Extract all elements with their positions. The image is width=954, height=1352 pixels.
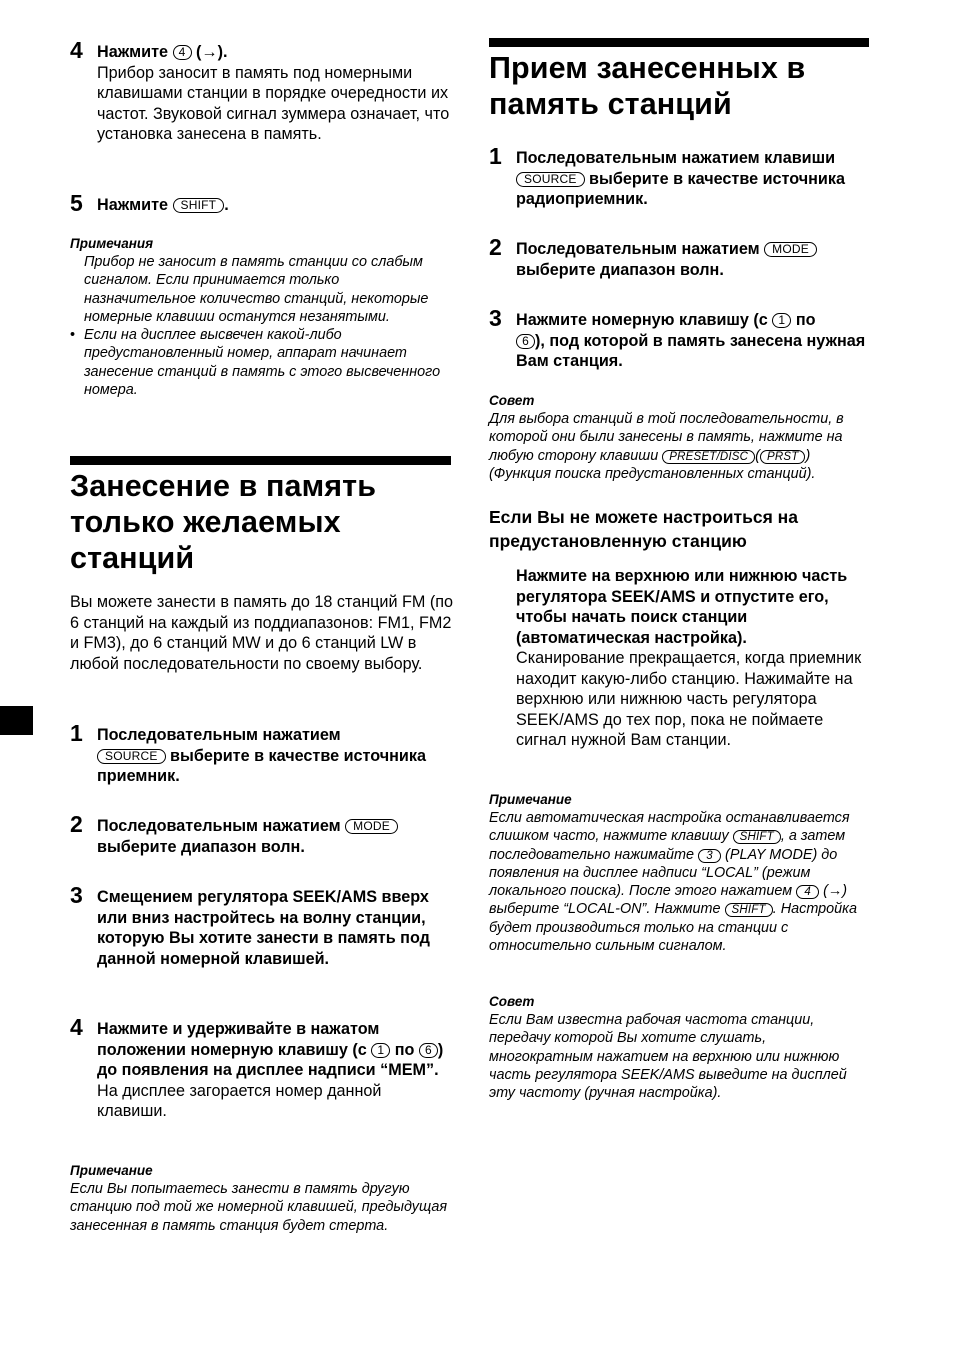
notes-block-1 <box>70 235 454 399</box>
note-title: Примечание <box>70 1163 153 1178</box>
preset-disc-key: PRESET/DISC <box>662 450 755 464</box>
step-action: Нажмите и удерживайте в нажатом положении номерную клавишу (с <box>97 1020 380 1059</box>
note-text-part: Если автоматическая настройка останавливается слишком часто, нажмите клавишу <box>489 810 850 845</box>
note-text: Прибор не заносит в память станции со слабым сигналом. Если принимается только назначительное количество станций, некоторые номерные клавиши останутся незанятыми. <box>84 254 429 325</box>
step-number: 1 <box>70 720 83 746</box>
step-action: Последовательным нажатием <box>516 240 760 258</box>
preset-key-1: 1 <box>772 313 791 328</box>
tip-text <box>489 410 873 483</box>
note-text-part: (PLAY MODE) до появления на дисплее надписи “LOCAL” (режим локального поиска). После этого нажатием <box>489 846 838 900</box>
page-thumb-tab <box>0 706 33 735</box>
preset-key-6: 6 <box>419 1043 438 1058</box>
note-text: Если на дисплее высвечен какой-либо предустановленный номер, аппарат начинает занесение станций в память с этого высвеченного номера. <box>84 327 441 399</box>
step-action: Смещением регулятора SEEK/AMS вверх или вниз настройтесь на волну станции, которую Вы хотите занести в память под данной номерной клавишей. <box>97 888 430 968</box>
tip-block-2 <box>489 993 873 1102</box>
step-action: ), под которой в память занесена нужная Вам станция. <box>516 331 866 370</box>
tip-title: Совет <box>489 994 535 1009</box>
seek-description: Сканирование прекращается, когда приемник находит какую-либо станцию. Нажимайте на верхнюю или нижнюю часть регулятора SEEK/AMS до тех пор, пока не поймаете сигнал нужной Вам станции. <box>516 649 862 749</box>
step-description: Прибор заносит в память под номерными клавишами станции в порядке очередности их частот. Звуковой сигнал зуммера означает, что установка занесена в память. <box>97 63 450 143</box>
source-key: SOURCE <box>516 172 585 187</box>
tip-text-part: ) <box>805 447 811 464</box>
note-block <box>489 791 873 955</box>
step-action: Последовательным нажатием клавиши <box>516 149 836 167</box>
tip-block-1 <box>489 392 873 483</box>
step-action: Нажмите номерную клавишу (с <box>516 311 768 329</box>
section-rule <box>70 456 451 465</box>
source-key: SOURCE <box>97 749 166 764</box>
step-action: выберите диапазон волн. <box>516 260 724 279</box>
mode-key: MODE <box>764 242 817 257</box>
step-action: Нажмите <box>97 196 169 214</box>
step-1-source <box>489 143 873 210</box>
preset-key-6: 6 <box>516 334 535 349</box>
note-text-part: , а затем последовательно нажимайте <box>489 828 846 863</box>
preset-key-1: 1 <box>371 1043 390 1058</box>
step-3-preset <box>489 305 873 372</box>
tip-text: Если Вам известна рабочая частота станции, передачу которой Вы хотите слушать, многократным нажатием на верхнюю или нижнюю часть регулятора SEEK/AMS выведите на дисплей эту частоту (ручная настройка). <box>489 1012 847 1102</box>
step-number: 2 <box>70 811 83 837</box>
notes-block-2 <box>70 1162 454 1235</box>
tip-text-part: (Функция поиска предустановленных станций). <box>489 465 816 482</box>
step-action: выберите диапазон волн. <box>97 837 305 856</box>
note-text <box>489 809 873 955</box>
subsection-heading: Если Вы не можете настроиться на предустановленную станцию <box>489 507 798 551</box>
step-action: выберите в качестве источника радиоприемник. <box>516 169 845 208</box>
step-5-shift <box>70 190 454 216</box>
mode-key: MODE <box>345 819 398 834</box>
step-description: На дисплее загорается номер данной клавиши. <box>97 1081 382 1120</box>
tip-text-part: ( <box>755 447 760 464</box>
step-2-mode <box>70 811 454 857</box>
shift-key: SHIFT <box>725 903 773 917</box>
step-action: выберите в качестве источника приемник. <box>97 746 426 785</box>
shift-key: SHIFT <box>173 198 225 213</box>
section-heading: Прием занесенных в память станций <box>489 51 806 121</box>
note-item <box>70 326 454 399</box>
section-rule <box>489 38 869 47</box>
step-1-source <box>70 720 454 787</box>
arrow-right-icon: (→). <box>196 43 228 61</box>
note-title: Примечание <box>489 792 572 807</box>
note-item <box>70 253 454 326</box>
step-4-auto-memory <box>70 37 454 145</box>
step-2-mode <box>489 234 873 280</box>
step-3-seek <box>70 882 454 969</box>
step-action: Последовательным нажатием <box>97 726 341 744</box>
step-number: 4 <box>70 1014 83 1040</box>
preset-key-4: 4 <box>173 45 192 60</box>
note-text-part: (→) выберите “LOCAL-ON”. Нажмите <box>489 883 848 918</box>
step-punct: . <box>224 196 229 214</box>
seek-action: Нажмите на верхнюю или нижнюю часть регулятора SEEK/AMS и отпустите его, чтобы начать поиск станции (автоматическая настройка). <box>516 567 848 647</box>
shift-key: SHIFT <box>733 830 781 844</box>
seek-instructions <box>516 566 873 751</box>
step-action: по <box>394 1040 415 1059</box>
step-number: 4 <box>70 37 83 63</box>
section-heading: Занесение в память только желаемых станций <box>70 469 377 575</box>
bullet: • <box>70 327 76 344</box>
preset-key-3: 3 <box>698 849 721 863</box>
note-text: Если Вы попытаетесь занести в память другую станцию под той же номерной клавишей, предыдущая занесенная в память станция будет стерта. <box>70 1181 448 1234</box>
step-number: 3 <box>489 305 502 331</box>
step-action: Последовательным нажатием <box>97 817 341 835</box>
step-action: Нажмите <box>97 43 169 61</box>
notes-title: Примечания <box>70 236 154 251</box>
section-intro: Вы можете занести в память до 18 станций FM (по 6 станций на каждый из поддиапазонов: FM1, FM2 и FM3), до 6 станций MW и до 6 станций LW в любой последовательности по своему выбору. <box>70 593 454 673</box>
step-number: 5 <box>70 190 83 216</box>
step-number: 1 <box>489 143 502 169</box>
tip-title: Совет <box>489 393 535 408</box>
step-4-hold-preset <box>70 1014 454 1122</box>
note-text-part: . Настройка будет производиться только на станции с относительно сильным сигналом. <box>489 901 857 955</box>
preset-key-4: 4 <box>796 885 819 899</box>
prst-key: PRST <box>760 450 805 464</box>
step-number: 3 <box>70 882 83 908</box>
step-action: ) до появления на дисплее надписи “MEM”. <box>97 1040 444 1079</box>
tip-text-part: Для выбора станций в той последовательности, в которой они были занесены в память, нажмите на любую сторону клавиши <box>489 411 844 464</box>
step-number: 2 <box>489 234 502 260</box>
step-action: по <box>795 311 816 329</box>
